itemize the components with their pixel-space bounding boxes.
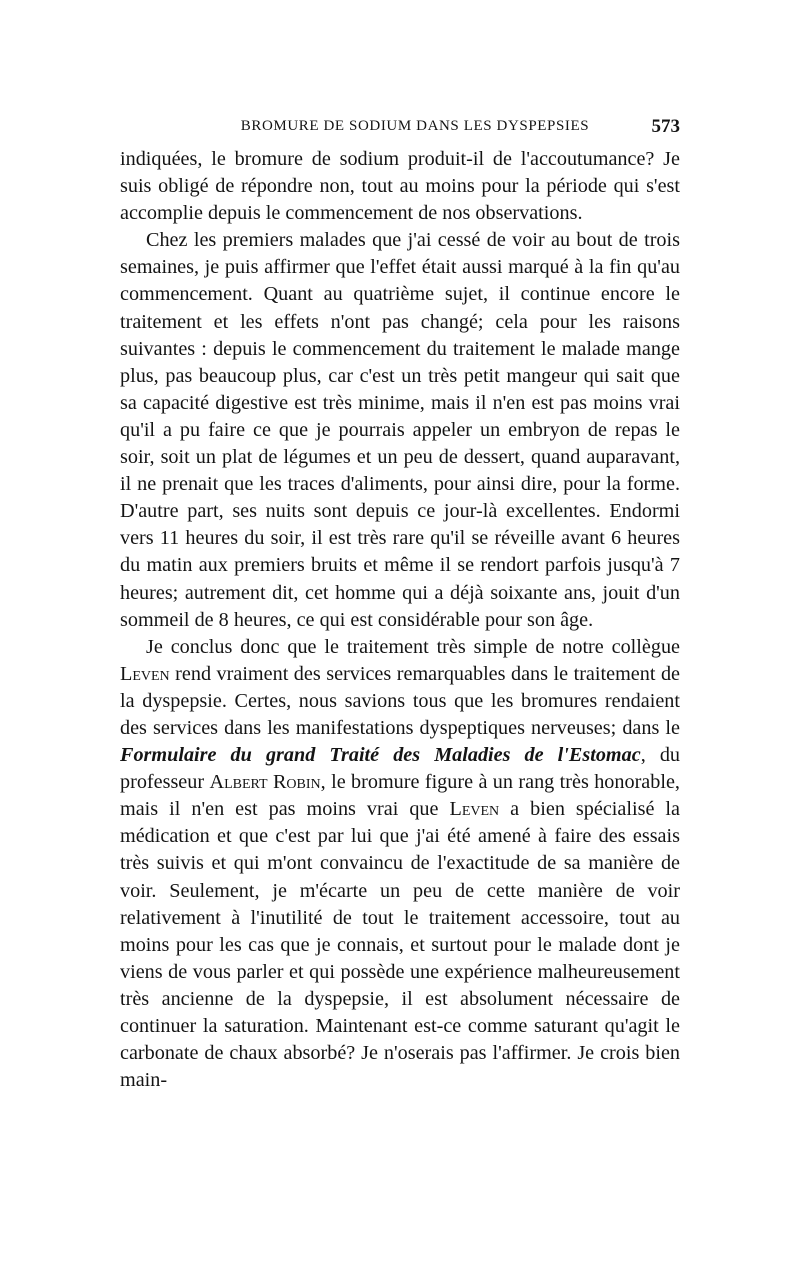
paragraph-1: indiquées, le bromure de sodium produit-il de l'accoutumance? Je suis obligé de répondre non, tout au moins pour la période qui s'est accomplie depuis le commencement de nos observations. <box>120 148 680 225</box>
running-title: BROMURE DE SODIUM DANS LES DYSPEPSIES <box>240 118 590 134</box>
author-name-leven-2: Leven <box>449 798 500 821</box>
paragraph-3 <box>120 634 680 1095</box>
paragraph-3-text-c: , du professeur <box>120 744 681 794</box>
body-text <box>120 146 680 1094</box>
book-title: Formulaire du grand Traité des Maladies de l'Estomac <box>120 744 641 767</box>
paragraph-3-text-e: a bien spécialisé la médication et que c'est par lui que j'ai été amené à faire des essais très suivis et qui m'ont convaincu de l'exactitude de sa manière de voir. Seulement, je m'écarte un peu de cette manière de voir relativement à l'inutilité de tout le traitement accessoire, tout au moins pour les cas que je connais, et surtout pour le malade dont je viens de vous parler et qui possède une expérience malheureusement très ancienne de la dyspepsie, il est absolument nécessaire de continuer la saturation. Maintenant est-ce comme saturant qu'agit le carbonate de chaux absorbé? Je n'oserais pas l'affirmer. Je crois bien main- <box>120 798 680 1092</box>
paragraph-2: Chez les premiers malades que j'ai cessé de voir au bout de trois semaines, je puis affirmer que l'effet était aussi marqué à la fin qu'au commencement. Quant au quatrième sujet, il continue encore le traitement et les effets n'ont pas changé; cela pour les raisons suivantes : depuis le commencement du traitement le malade mange plus, pas beaucoup plus, car c'est un très petit mangeur qui sait que sa capacité digestive est très minime, mais il n'en est pas moins vrai qu'il a pu faire ce que je pourrais appeler un embryon de repas le soir, soit un plat de légumes et un peu de dessert, quand auparavant, il ne prenait que les traces d'aliments, pour ainsi dire, pour la forme. D'autre part, ses nuits sont depuis ce jour-là excellentes. Endormi vers 11 heures du soir, il est très rare qu'il se réveille avant 6 heures du matin aux premiers bruits et même il se rendort parfois jusqu'à 7 heures; autrement dit, cet homme qui a déjà soixante ans, jouit d'un sommeil de 8 heures, ce qui est considérable pour son âge. <box>120 229 680 631</box>
author-name-robin: Albert Robin <box>209 771 321 794</box>
paragraph-3-text-d: , le bromure figure à un rang très honorable, mais il n'en est pas moins vrai que <box>120 771 680 821</box>
page-number: 573 <box>651 116 680 137</box>
paragraph-3-text-b: rend vraiment des services remarquables dans le traitement de la dyspepsie. Certes, nous savions tous que les bromures rendaient des services dans les manifestations dyspeptiques nerveuses; dans le <box>120 662 680 739</box>
author-name-leven: Leven <box>120 662 170 685</box>
paragraph-3-text-a: Je conclus donc que le traitement très simple de notre collègue <box>146 635 680 658</box>
running-head <box>120 118 680 142</box>
